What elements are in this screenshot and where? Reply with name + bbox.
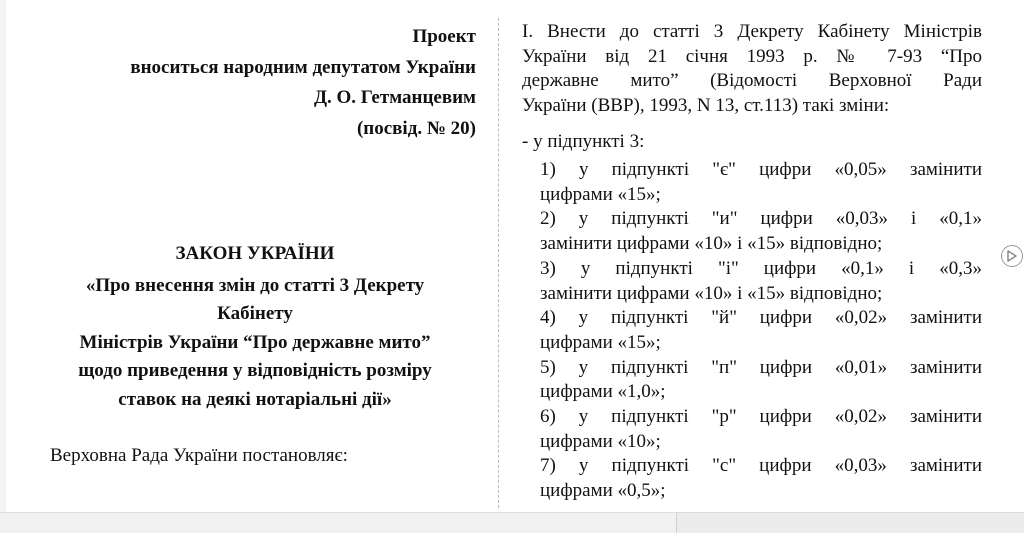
law-subtitle-line: щодо приведення у відповідність розміру xyxy=(78,360,432,381)
list-item-continuation: замінити цифрами «10» і «15» відповідно; xyxy=(540,282,883,304)
play-icon xyxy=(1007,250,1017,262)
list-item-line: 1) у підпункті "є" цифри «0,05» замінити xyxy=(540,159,982,180)
list-item xyxy=(540,257,982,306)
list-item-line: 2) у підпункті "и" цифри «0,03» і «0,1» xyxy=(540,208,982,230)
list-item-line: 4) у підпункті "й" цифри «0,02» замінити xyxy=(540,307,982,329)
bottom-scrollbar[interactable] xyxy=(0,512,1024,533)
list-item-line: 7) у підпункті "с" цифри «0,03» замінити xyxy=(540,455,982,477)
law-heading xyxy=(14,240,496,414)
list-item-line: 6) у підпункті "р" цифри «0,02» замінити xyxy=(540,406,982,428)
list-item xyxy=(540,207,982,256)
list-item-continuation: цифрами «0,5»; xyxy=(540,480,666,502)
resolution-clause: Верховна Рада України постановляє: xyxy=(50,445,348,466)
list-item xyxy=(540,405,982,454)
intro-paragraph xyxy=(522,20,982,118)
list-item xyxy=(540,454,982,503)
project-deputy-name: Д. О. Гетманцевим xyxy=(313,87,476,108)
law-subtitle-line: Міністрів України “Про державне мито” xyxy=(79,331,431,353)
list-item-continuation: замінити цифрами «10» і «15» відповідно; xyxy=(540,233,883,255)
column-divider xyxy=(498,18,499,508)
intro-line: державне мито” (Відомості Верховної Ради xyxy=(522,70,982,91)
list-item-continuation: цифрами «15»; xyxy=(540,183,661,205)
project-submitter: вноситься народним депутатом України xyxy=(130,56,476,78)
law-title: ЗАКОН УКРАЇНИ xyxy=(175,243,335,264)
list-item-continuation: цифрами «10»; xyxy=(540,430,661,452)
project-block xyxy=(130,22,476,144)
list-item-continuation: цифрами «1,0»; xyxy=(540,381,666,403)
law-subtitle-line: ставок на деякі нотаріальні дії» xyxy=(118,388,392,410)
list-item xyxy=(540,356,982,405)
project-label: Проект xyxy=(412,26,476,47)
list-item xyxy=(540,306,982,355)
left-edge xyxy=(0,0,6,512)
next-page-button[interactable] xyxy=(1001,245,1023,267)
subpoint-heading: - у підпункті 3: xyxy=(522,131,645,152)
intro-line: І. Внести до статті 3 Декрету Кабінету Міністрів xyxy=(522,21,982,42)
intro-line: України від 21 січня 1993 р. № 7-93 “Про xyxy=(522,45,982,67)
project-certificate: (посвід. № 20) xyxy=(356,117,476,139)
amendment-list xyxy=(540,158,982,504)
intro-line: України (ВВР), 1993, N 13, ст.113) такі зміни: xyxy=(522,94,890,116)
list-item xyxy=(540,158,982,207)
list-item-continuation: цифрами «15»; xyxy=(540,331,661,353)
list-item-line: 5) у підпункті "п" цифри «0,01» замінити xyxy=(540,356,982,378)
scrollbar-thumb[interactable] xyxy=(676,513,1024,533)
law-subtitle-line: «Про внесення змін до статті 3 Декрету xyxy=(85,274,425,296)
list-item-line: 3) у підпункті "і" цифри «0,1» і «0,3» xyxy=(540,257,982,279)
law-subtitle-line: Кабінету xyxy=(217,303,293,324)
